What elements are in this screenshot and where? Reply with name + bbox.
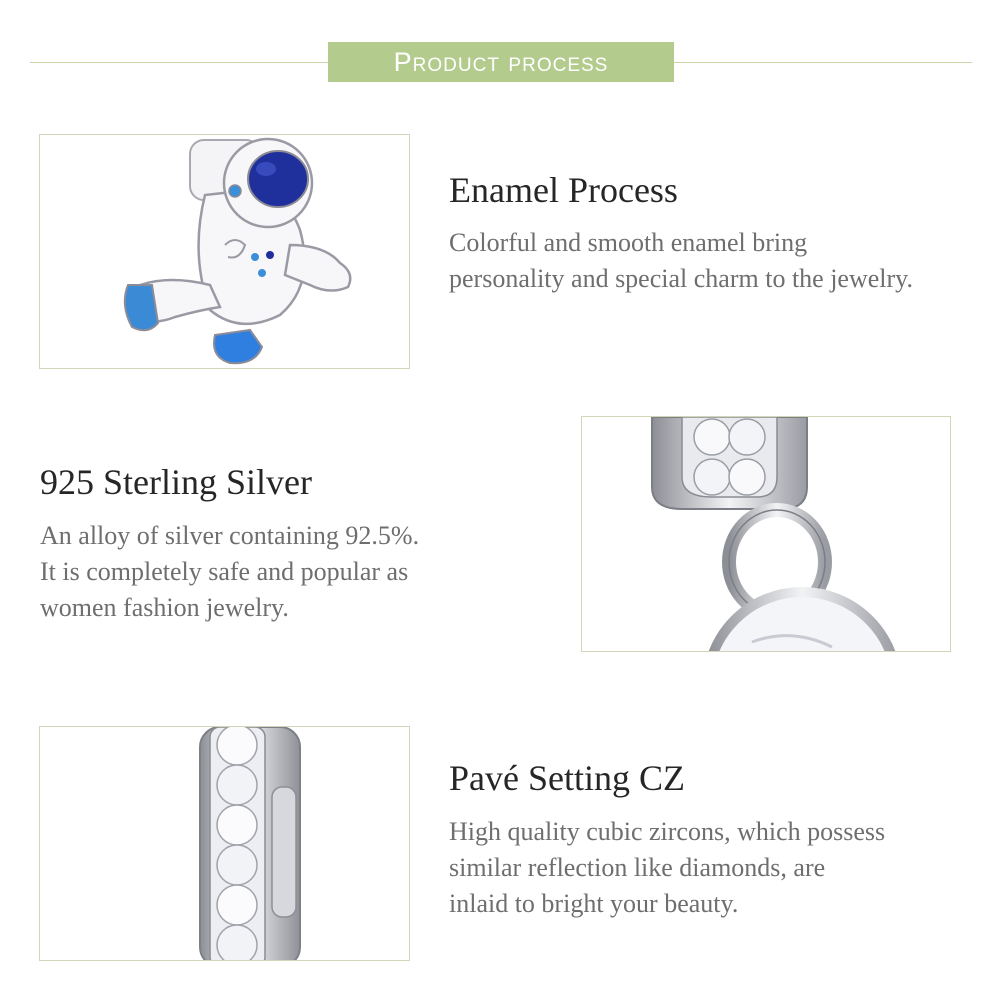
desc-line: similar reflection like diamonds, are [449, 853, 826, 882]
desc-line: High quality cubic zircons, which possess [449, 817, 886, 846]
section-desc-enamel [449, 225, 913, 297]
header-divider-left [30, 62, 328, 63]
section-title-silver: 925 Sterling Silver [40, 462, 312, 502]
pave-image-frame [39, 726, 410, 961]
desc-line: An alloy of silver containing 92.5%. [40, 521, 420, 550]
section-desc-pave [449, 814, 885, 922]
desc-line: Colorful and smooth enamel bring [449, 228, 808, 257]
section-header-badge: Product process [328, 42, 674, 82]
zircon-spacer-image [40, 727, 409, 960]
desc-line: personality and special charm to the jewelry. [449, 264, 913, 293]
section-desc-silver [40, 518, 419, 626]
desc-line: It is completely safe and popular as [40, 557, 409, 586]
enamel-image-frame [39, 134, 410, 369]
desc-line: inlaid to bright your beauty. [449, 889, 739, 918]
silver-bail-image [582, 417, 950, 651]
section-title-pave: Pavé Setting CZ [449, 758, 685, 798]
astronaut-charm-image [40, 135, 409, 368]
silver-image-frame [581, 416, 951, 652]
section-title-enamel: Enamel Process [449, 170, 678, 210]
header-divider-right [674, 62, 972, 63]
desc-line: women fashion jewelry. [40, 593, 289, 622]
